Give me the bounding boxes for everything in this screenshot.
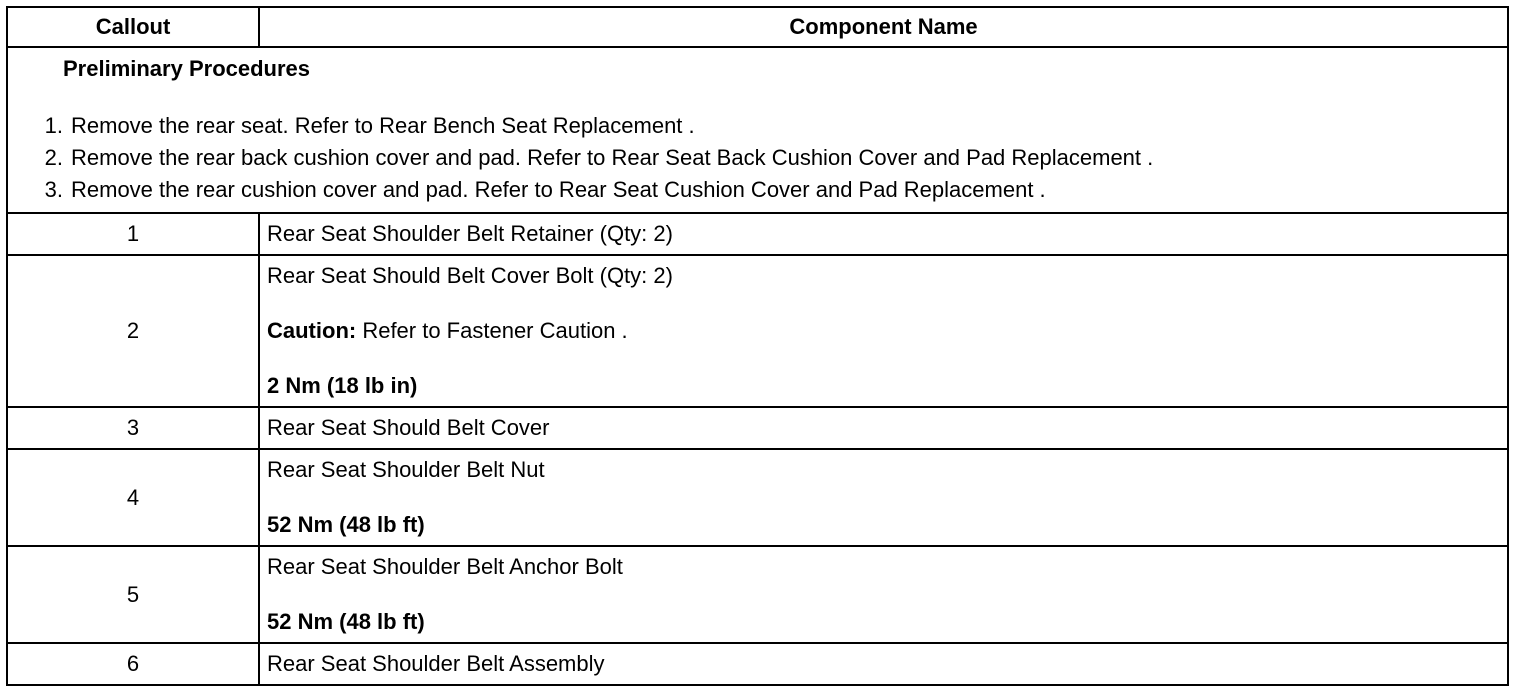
component-name-cell: Rear Seat Shoulder Belt Retainer (Qty: 2) xyxy=(259,213,1508,255)
step-text: Remove the rear cushion cover and pad. Refer to Rear Seat Cushion Cover and Pad Replacement . xyxy=(71,177,1046,202)
preliminary-cell xyxy=(7,47,1508,213)
component-name: Rear Seat Should Belt Cover Bolt (Qty: 2) xyxy=(267,263,673,288)
component-table xyxy=(6,6,1509,686)
step-number: 3. xyxy=(44,177,63,202)
component-name: Rear Seat Shoulder Belt Anchor Bolt xyxy=(267,554,623,579)
table-row xyxy=(7,643,1508,685)
caution-label: Caution: xyxy=(267,318,357,343)
table-row xyxy=(7,449,1508,546)
preliminary-steps xyxy=(8,110,1507,206)
callout-header: Callout xyxy=(7,7,259,47)
callout-cell: 6 xyxy=(7,643,259,685)
component-name: Rear Seat Shoulder Belt Nut xyxy=(267,457,545,482)
step-text: Remove the rear back cushion cover and pad. Refer to Rear Seat Back Cushion Cover and Pad Replacement . xyxy=(71,145,1154,170)
header-row xyxy=(7,7,1508,47)
torque-spec: 52 Nm (48 lb ft) xyxy=(267,512,425,537)
preliminary-step xyxy=(8,174,1507,206)
table-row xyxy=(7,255,1508,407)
step-number: 1. xyxy=(44,113,63,138)
component-name-cell xyxy=(259,546,1508,643)
component-name-header: Component Name xyxy=(259,7,1508,47)
preliminary-row xyxy=(7,47,1508,213)
torque-spec: 2 Nm (18 lb in) xyxy=(267,373,418,398)
caution-text: Refer to Fastener Caution . xyxy=(356,318,628,343)
step-text: Remove the rear seat. Refer to Rear Bench Seat Replacement . xyxy=(71,113,695,138)
component-name-cell xyxy=(259,449,1508,546)
component-name-cell: Rear Seat Shoulder Belt Assembly xyxy=(259,643,1508,685)
component-name-cell: Rear Seat Should Belt Cover xyxy=(259,407,1508,449)
caution-note xyxy=(267,317,1507,345)
callout-cell: 3 xyxy=(7,407,259,449)
callout-cell: 4 xyxy=(7,449,259,546)
preliminary-step xyxy=(8,142,1507,174)
callout-cell: 5 xyxy=(7,546,259,643)
table-row xyxy=(7,407,1508,449)
preliminary-step xyxy=(8,110,1507,142)
step-number: 2. xyxy=(44,145,63,170)
table-row xyxy=(7,546,1508,643)
preliminary-title: Preliminary Procedures xyxy=(63,56,311,81)
table-row xyxy=(7,213,1508,255)
component-name-cell xyxy=(259,255,1508,407)
callout-cell: 1 xyxy=(7,213,259,255)
callout-cell: 2 xyxy=(7,255,259,407)
torque-spec: 52 Nm (48 lb ft) xyxy=(267,609,425,634)
